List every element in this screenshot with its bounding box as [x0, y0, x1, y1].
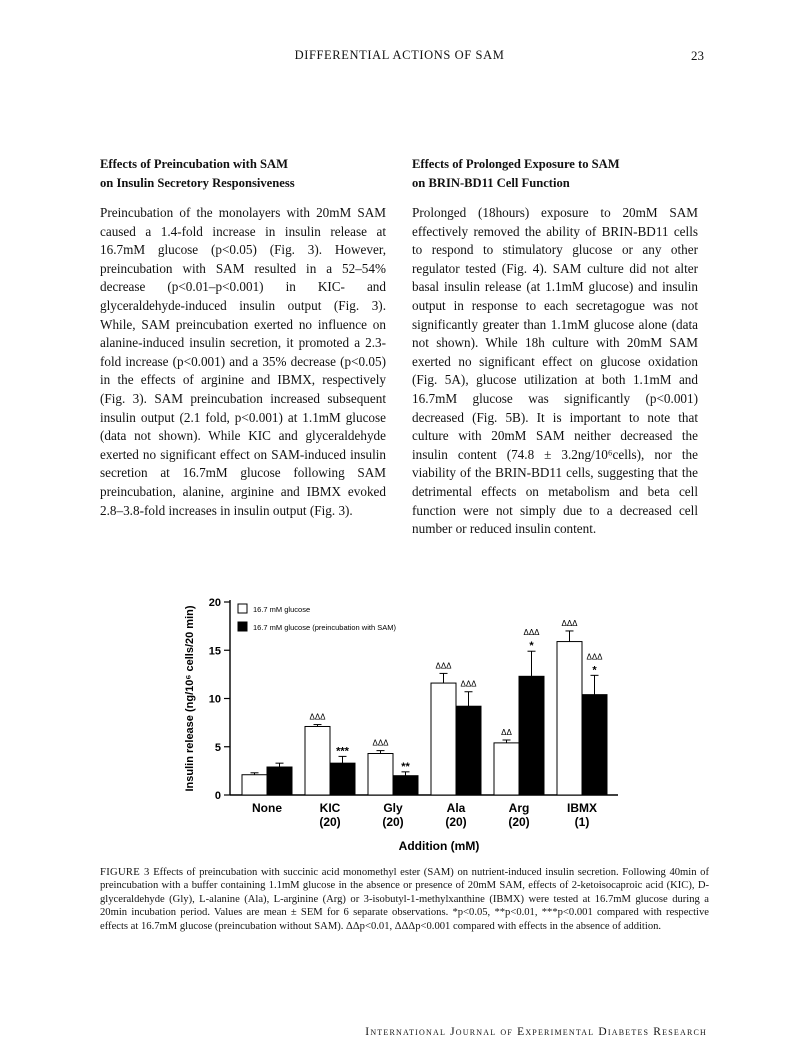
significance-label: * [592, 664, 597, 677]
legend-swatch [238, 622, 247, 631]
section-heading-prolonged-exposure [412, 155, 698, 193]
significance-label: ΔΔ [501, 727, 512, 737]
bar-ibmx-series-2 [582, 695, 607, 795]
x-tick-label-ala: Ala [446, 801, 466, 815]
significance-label: ΔΔΔ [309, 712, 326, 722]
section-heading-preincubation [100, 155, 386, 193]
bar-none-series-2 [267, 767, 292, 795]
x-axis-label: Addition (mM) [398, 839, 480, 853]
left-column [100, 155, 386, 520]
journal-footer: International Journal of Experimental Diabetes Research [365, 1026, 707, 1038]
significance-label: ** [401, 760, 410, 773]
right-column [412, 155, 698, 539]
significance-label: ΔΔΔ [586, 652, 603, 662]
x-tick-dose-ala: (20) [445, 815, 467, 829]
x-tick-label-gly: Gly [383, 801, 403, 815]
x-tick-label-arg: Arg [508, 801, 530, 815]
y-tick-label: 10 [208, 693, 221, 706]
caption-text: Effects of preincubation with succinic acid monomethyl ester (SAM) on nutrient-induced insulin secretion. Following 40min of preincubation with a buffer containing 1.1mM glucose in the absence or presence of 20mM SAM, effects of 2-ketoisocaproic acid (KIC), D-glyceraldehyde (Gly), L-alanine (Ala), L-arginine (Arg) or 3-isobutyl-1-methylxanthine (IBMX) were tested at 16.7mM glucose during a 20min incubation period. Values are mean ± SEM for 6 separate observations. *p<0.05, **p<0.01, ***p<0.001 compared with respective effects at 16.7mM glucose (preincubation without SAM). ΔΔp<0.01, ΔΔΔp<0.001 compared with effects in the absence of addition. [100, 867, 709, 932]
legend-label: 16.7 mM glucose (preincubation with SAM) [253, 623, 396, 632]
significance-label: *** [336, 745, 349, 758]
bar-ala-series-1 [431, 683, 456, 795]
heading-line: on Insulin Secretory Responsiveness [100, 176, 295, 190]
heading-line: Effects of Preincubation with SAM [100, 157, 288, 171]
figure-caption [100, 866, 709, 933]
body-paragraph: Preincubation of the monolayers with 20mM SAM caused a 1.4-fold increase in insulin release at 16.7mM glucose (p<0.05) (Fig. 3). However, preincubation with SAM resulted in a 52–54% decrease (p<0.01–p<0.001) in KIC- and glyceraldehyde-induced insulin output (Fig. 3). While, SAM preincubation exerted no influence on alanine-induced insulin secretion, it promoted a 2.3-fold increase (p<0.001) and a 35% decrease (p<0.05) in the effects of arginine and IBMX, respectively (Fig. 3). SAM preincubation increased subsequent insulin output (2.1 fold, p<0.001) at 1.1mM glucose (data not shown). While KIC and glyceraldehyde exerted no significant effect on SAM-induced insulin secretion at 16.7mM glucose following SAM preincubation, alanine, arginine and IBMX evoked 2.8–3.8-fold increases in insulin output (Fig. 3). [100, 205, 386, 518]
y-axis-label: Insulin release (ng/10⁶ cells/20 min) [184, 605, 196, 792]
significance-label: ΔΔΔ [561, 618, 578, 628]
legend-label: 16.7 mM glucose [253, 605, 311, 614]
y-tick-label: 0 [214, 790, 221, 802]
body-paragraph: Prolonged (18hours) exposure to 20mM SAM effectively removed the ability of BRIN-BD11 cells to respond to stimulatory glucose or any other regulator tested (Fig. 4). SAM culture did not alter basal insulin release (at 1.1mM glucose) and insulin output in response to each secretagogue was not significantly greater than 1.1mM glucose alone (data not shown). While 18h culture with 20mM SAM exerted no significant effect on glucose oxidation (Fig. 5A), glucose utilization at both 1.1mM and 16.7mM glucose was significantly (p<0.001) decreased (Fig. 5B). It is important to note that culture with 20mM SAM neither decreased the insulin content (74.8 ± 3.2ng/10⁶cells), nor the viability of the BRIN-BD11 cells, suggesting that the detrimental effects on metabolism and beta cell function were not simply due to a decreased cell number or reduced insulin content. [412, 205, 698, 537]
y-tick-label: 5 [214, 741, 221, 754]
figure-3-bar-chart [180, 590, 640, 860]
bar-ibmx-series-1 [557, 642, 582, 795]
y-tick-label: 20 [208, 597, 221, 609]
heading-line: Effects of Prolonged Exposure to SAM [412, 157, 620, 171]
running-title: DIFFERENTIAL ACTIONS OF SAM [294, 48, 505, 62]
heading-line: on BRIN-BD11 Cell Function [412, 176, 570, 190]
running-head [0, 48, 799, 66]
bar-arg-series-1 [494, 743, 519, 795]
significance-label: * [529, 640, 534, 653]
x-tick-dose-gly: (20) [382, 815, 404, 829]
significance-label: ΔΔΔ [460, 679, 477, 689]
bar-arg-series-2 [519, 676, 544, 795]
chart-svg [180, 590, 640, 860]
significance-label: ΔΔΔ [435, 661, 452, 671]
x-tick-label-kic: KIC [319, 801, 341, 815]
bar-kic-series-2 [330, 763, 355, 795]
x-tick-label-none: None [252, 801, 282, 815]
page-number: 23 [691, 48, 704, 63]
x-tick-dose-ibmx: (1) [574, 815, 590, 829]
bar-kic-series-1 [305, 726, 330, 795]
significance-label: ΔΔΔ [372, 738, 389, 748]
x-tick-dose-arg: (20) [508, 815, 530, 829]
x-tick-dose-kic: (20) [319, 815, 341, 829]
bar-ala-series-2 [456, 706, 481, 795]
bar-none-series-1 [242, 775, 267, 795]
y-tick-label: 15 [208, 645, 221, 658]
bar-gly-series-2 [393, 776, 418, 795]
x-tick-label-ibmx: IBMX [567, 801, 597, 815]
bar-gly-series-1 [368, 754, 393, 795]
legend-swatch [238, 604, 247, 613]
caption-label: FIGURE 3 [100, 867, 150, 878]
significance-label: ΔΔΔ [523, 628, 540, 638]
